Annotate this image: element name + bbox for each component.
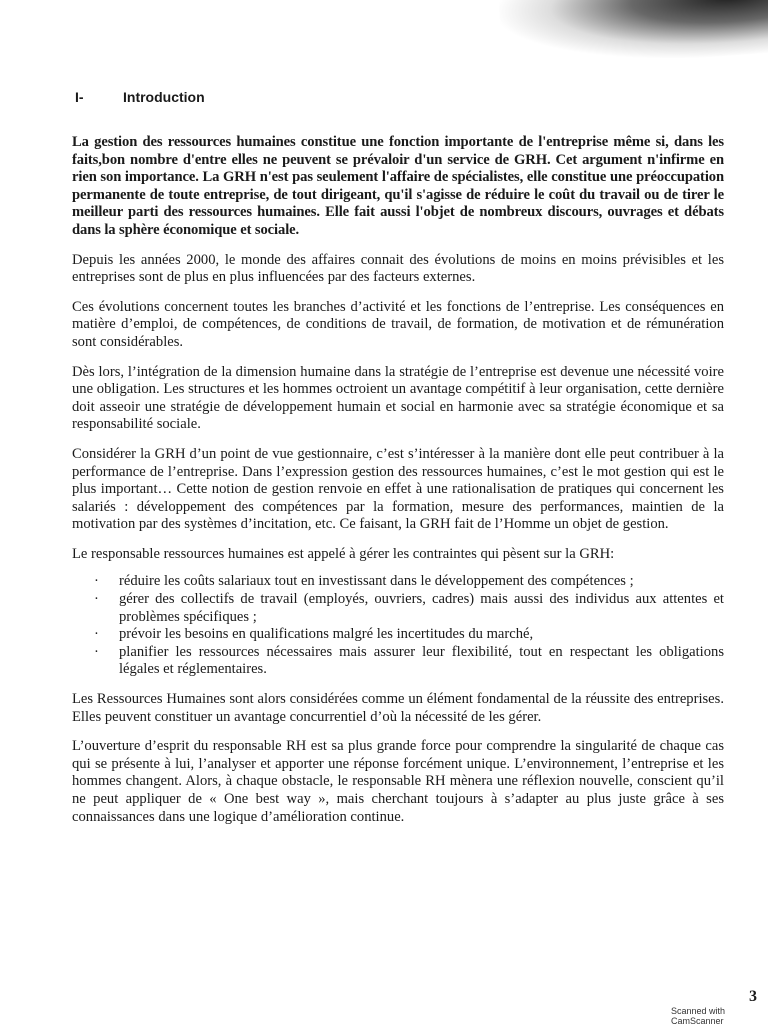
paragraph-intro: La gestion des ressources humaines constitue une fonction importante de l'entreprise même si, dans les faits,bon nombre d'entre elles ne peuvent se prévaloir d'un service de GRH. Cet argument n'infirme en rien son importance. La GRH n'est pas seulement l'affaire de spécialistes, elle constitue une préoccupation permanente de toute entreprise, de tout dirigeant, qu'il s'agisse de réduire le coût du travail ou de tirer le meilleur parti des ressources humaines. Elle fait aussi l'objet de nombreux discours, ouvrages et débats dans la sphère économique et sociale.: [72, 134, 724, 238]
scanner-watermark: Scanned with CamScanner: [671, 1006, 726, 1026]
section-heading: [75, 89, 205, 105]
paragraph: L’ouverture d’esprit du responsable RH est sa plus grande force pour comprendre la singularité de chaque cas qui se présente à lui, l’analyser et apporter une réponse forcément unique. L’environnement, l’entreprise et les hommes changent. Alors, à chaque obstacle, le responsable RH mènera une réflexion nouvelle, conscient qu’il ne peut appliquer de « One best way », mais cherchant toujours à s’adapter au plus juste grâce à ses connaissances dans une logique d’amélioration continue.: [72, 738, 724, 825]
list-item: [72, 644, 724, 679]
bullet-dot-icon: ·: [94, 573, 99, 590]
paragraph: Depuis les années 2000, le monde des affaires connait des évolutions de moins en moins prévisibles et les entreprises sont de plus en plus influencées par des facteurs externes.: [72, 251, 724, 286]
bullet-dot-icon: ·: [94, 643, 99, 660]
paragraph: Considérer la GRH d’un point de vue gestionnaire, c’est s’intéresser à la manière dont elle peut contribuer à la performance de l’entreprise. Dans l’expression gestion des ressources humaines, c’est le mot gestion qui est le plus important… Cette notion de gestion renvoie en effet à une rationalisation de pratiques qui concernent les salariés : développement des compétences par la formation, mesure des performances, maintien de la motivation par des systèmes d’incitation, etc. Ce faisant, la GRH fait de l’Homme un objet de gestion.: [72, 445, 724, 533]
constraints-list: [72, 573, 724, 679]
list-item-text: prévoir les besoins en qualifications malgré les incertitudes du marché,: [119, 626, 534, 643]
list-item: [72, 573, 724, 591]
scan-shadow: [497, 0, 768, 71]
section-title: Introduction: [123, 89, 205, 105]
list-item-text: gérer des collectifs de travail (employés, ouvriers, cadres) mais aussi des individus aux attentes et problèmes spécifiques ;: [119, 591, 724, 625]
bullet-dot-icon: ·: [94, 626, 99, 643]
paragraph: Les Ressources Humaines sont alors considérées comme un élément fondamental de la réussite des entreprises. Elles peuvent constituer un avantage concurrentiel d’où la nécessité de les gérer.: [72, 691, 724, 725]
list-item: [72, 626, 724, 644]
document-body: [72, 134, 724, 838]
paragraph: Dès lors, l’intégration de la dimension humaine dans la stratégie de l’entreprise est devenue une nécessité voire une obligation. Les structures et les hommes octroient un avantage compétitif à leur organisation, cette dernière doit asseoir une stratégie de développement humain et social en harmonie avec sa stratégie économique et sa responsabilité sociale.: [72, 363, 724, 433]
bullet-dot-icon: ·: [94, 591, 99, 608]
section-number: I-: [75, 89, 84, 105]
paragraph: Ces évolutions concernent toutes les branches d’activité et les fonctions de l’entreprise. Les conséquences en matière d’emploi, de compétences, de conditions de travail, de formation, de motivation et de rémunération sont considérables.: [72, 298, 724, 350]
paragraph: Le responsable ressources humaines est appelé à gérer les contraintes qui pèsent sur la GRH:: [72, 545, 615, 562]
list-item-text: réduire les coûts salariaux tout en investissant dans le développement des compétences ;: [119, 573, 634, 590]
list-item-text: planifier les ressources nécessaires mais assurer leur flexibilité, tout en respectant les obligations légales et réglementaires.: [119, 643, 724, 678]
page-number: 3: [749, 988, 757, 1005]
list-item: [72, 591, 724, 626]
